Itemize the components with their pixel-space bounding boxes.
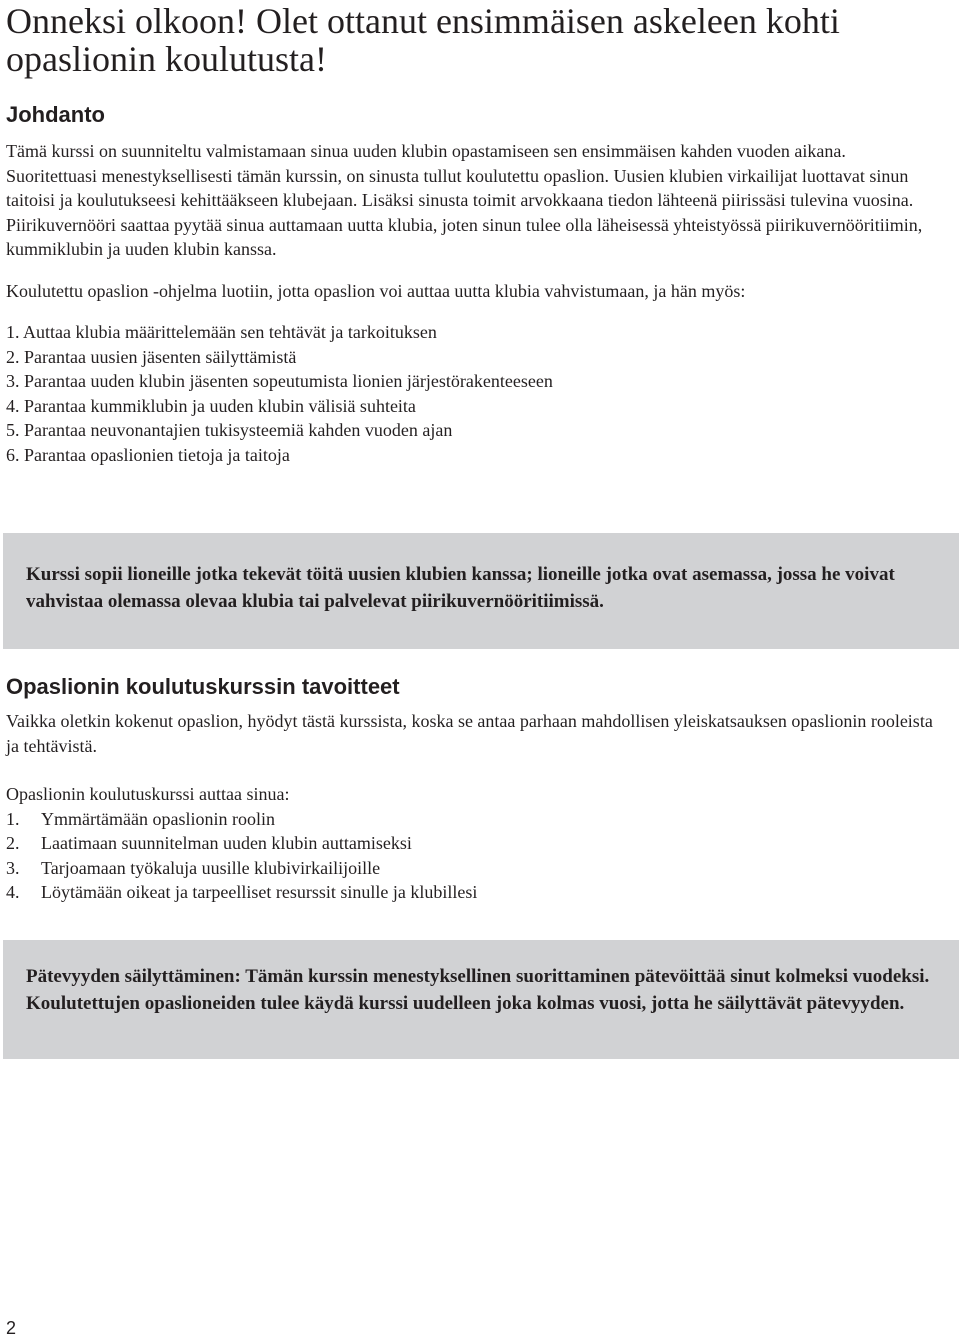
- page-title: Onneksi olkoon! Olet ottanut ensimmäisen askeleen kohti opaslionin koulutusta!: [6, 1, 840, 79]
- list-item: [6, 856, 936, 881]
- list-item-text: Ymmärtämään opaslionin roolin: [41, 808, 275, 829]
- intro-list: [6, 320, 936, 467]
- goals-paragraph-1: Vaikka oletkin kokenut opaslion, hyödyt tästä kurssista, koska se antaa parhaan mahdollisen yleiskatsauksen opaslionin rooleista ja tehtävistä.: [6, 711, 933, 756]
- list-item-text: Löytämään oikeat ja tarpeelliset resurssit sinulle ja klubillesi: [41, 882, 478, 902]
- list-item: 6. Parantaa opaslionien tietoja ja taitoja: [6, 444, 290, 465]
- list-item-text: Laatimaan suunnitelman uuden klubin auttamiseksi: [41, 833, 412, 853]
- goals-lead: Opaslionin koulutuskurssi auttaa sinua:: [6, 784, 290, 804]
- callout-box-certification: [3, 940, 959, 1059]
- intro-paragraph-2: Koulutettu opaslion -ohjelma luotiin, jotta opaslion voi auttaa uutta klubia vahvistumaan, ja hän myös:: [6, 280, 746, 301]
- intro-heading: Johdanto: [6, 102, 105, 127]
- list-item: 1. Auttaa klubia määrittelemään sen tehtävät ja tarkoituksen: [6, 322, 437, 342]
- list-item: [6, 831, 936, 856]
- page-number: 2: [6, 1318, 17, 1338]
- list-item: [6, 807, 936, 832]
- list-item: 4. Parantaa kummiklubin ja uuden klubin välisiä suhteita: [6, 395, 416, 416]
- callout-box-audience: [3, 533, 959, 649]
- list-item-number: 2.: [6, 833, 20, 853]
- intro-paragraph-1: Tämä kurssi on suunniteltu valmistamaan sinua uuden klubin opastamiseen sen ensimmäisen kahden vuoden aikana. Suoritettuasi menestyksellisesti tämän kurssin, on sinusta tullut koulutettu opaslion. Uusien klubien virkailijat luottavat sinun taitoisi ja koulutukseesi kehittääkseen klubejaan. Lisäksi sinusta toimit arvokkaana tiedon lähteenä piirissäsi tulevina vuosina. Piirikuvernööri saattaa pyytää sinua auttamaan uutta klubia, joten sinun tulee olla läheisessä yhteistyössä piirikuvernööritiimin, kummiklubin ja uuden klubin kanssa.: [6, 141, 923, 259]
- list-item-number: 1.: [6, 808, 20, 829]
- intro-section: [6, 102, 936, 467]
- list-item: 2. Parantaa uusien jäsenten säilyttämistä: [6, 346, 297, 367]
- goals-heading: Opaslionin koulutuskurssin tavoitteet: [6, 674, 400, 699]
- list-item-number: 3.: [6, 857, 20, 878]
- list-item-text: Tarjoamaan työkaluja uusille klubivirkailijoille: [41, 857, 381, 878]
- goals-list: [6, 807, 936, 905]
- callout-text: Kurssi sopii lioneille jotka tekevät töitä uusien klubien kanssa; lioneille jotka ovat asemassa, jossa he voivat vahvistaa olemassa olevaa klubia tai palvelevat piirikuvernööritiimissä.: [26, 564, 895, 612]
- list-item: [6, 880, 936, 905]
- callout-text: Pätevyyden säilyttäminen: Tämän kurssin menestyksellinen suorittaminen pätevöittää sinut kolmeksi vuodeksi. Koulutettujen opaslioneiden tulee käydä kurssi uudelleen joka kolmas vuosi, jotta he säilyttävät pätevyyden.: [26, 966, 930, 1014]
- list-item-number: 4.: [6, 882, 20, 902]
- list-item: 3. Parantaa uuden klubin jäsenten sopeutumista lionien järjestörakenteeseen: [6, 371, 553, 391]
- list-item: 5. Parantaa neuvonantajien tukisysteemiä kahden vuoden ajan: [6, 420, 453, 440]
- goals-section: [6, 674, 936, 905]
